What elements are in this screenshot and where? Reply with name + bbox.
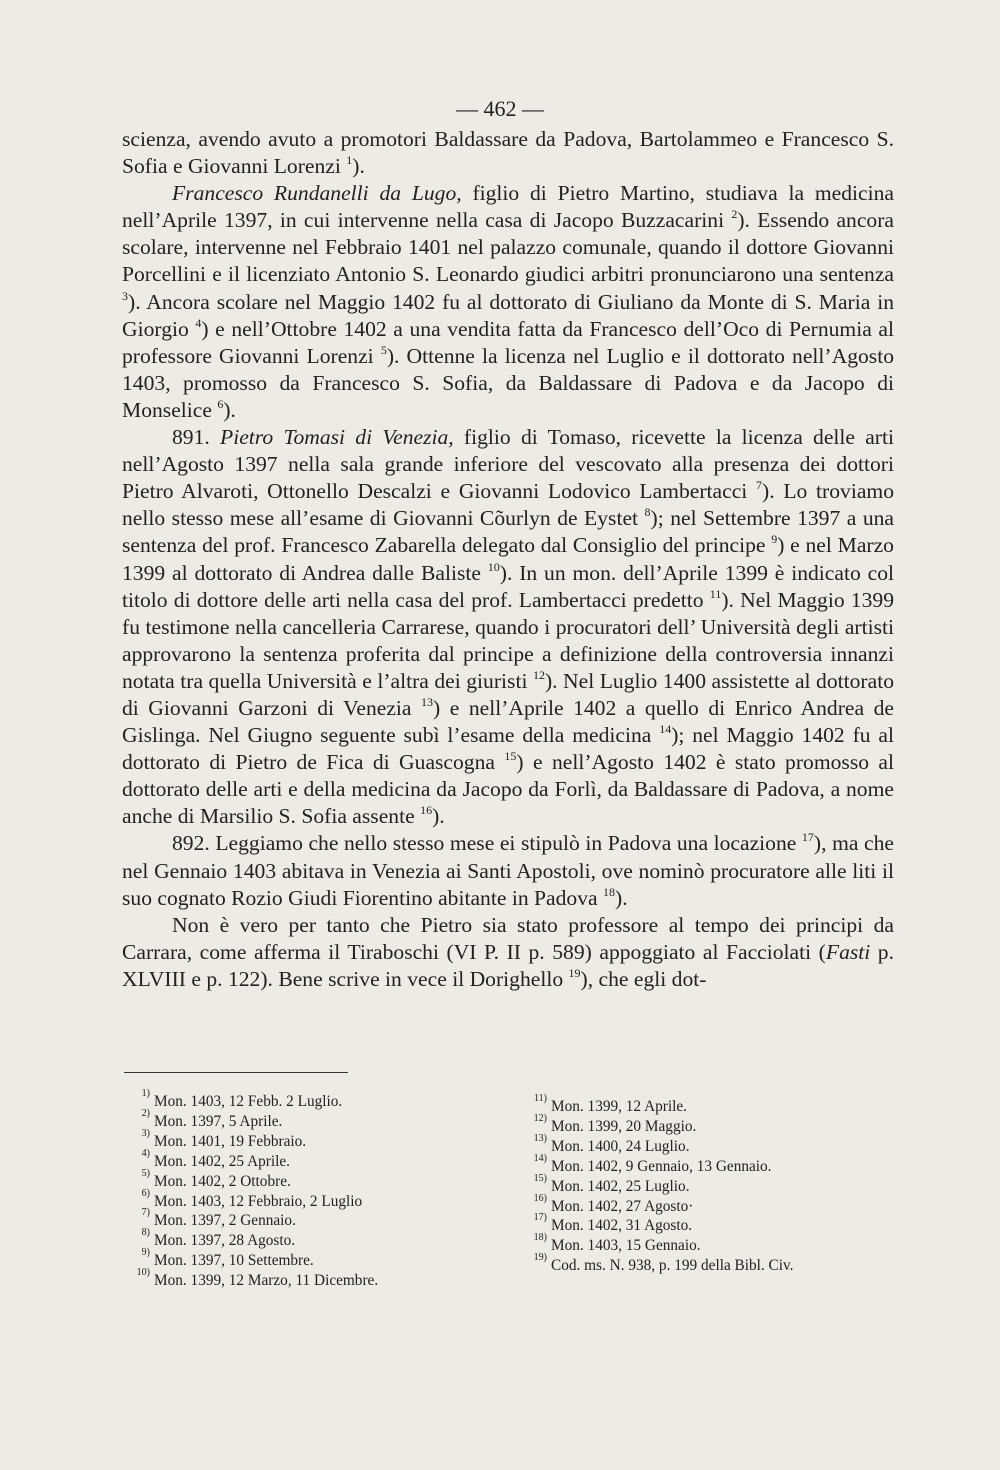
text-run: ) e nell’Aprile 1402 a quello di Enrico Andrea de Gislinga. Nel Giugno seguente subì l’esame della medicina xyxy=(122,695,894,748)
text-run: ) e nell’Agosto 1402 è stato promosso al dottorato delle arti e della medicina da Jacopo da Forlì, da Baldassare di Padova, a nome anche di Marsilio S. Sofia assente xyxy=(122,750,894,829)
italic-name: Francesco Rundanelli da Lugo, xyxy=(172,181,462,206)
footnote-reference: 5 xyxy=(380,342,387,357)
footnote-number: 5) xyxy=(141,1167,150,1179)
footnote-text: Mon. 1397, 10 Settembre. xyxy=(154,1252,314,1270)
footnote-number: 12) xyxy=(533,1112,547,1124)
footnote-reference: 16 xyxy=(420,803,433,818)
text-run: ). Nel Luglio 1400 assistette al dottorato di Giovanni Garzoni di Venezia xyxy=(122,668,894,720)
text-run: ). Ancora scolare nel Maggio 1402 fu al dottorato di Giuliano da Monte di S. Maria in Giorgio xyxy=(122,289,894,341)
footnote-reference: 8 xyxy=(644,505,651,520)
footnote-number: 8) xyxy=(141,1227,150,1239)
footnote-number: 1) xyxy=(141,1088,150,1099)
footnote-text: Mon. 1397, 2 Gennaio. xyxy=(154,1212,296,1230)
footnote-text: Mon. 1399, 12 Aprile. xyxy=(551,1098,687,1115)
footnote-reference: 10 xyxy=(487,559,500,574)
footnote xyxy=(141,1147,378,1172)
footnote xyxy=(141,1207,378,1231)
paragraph xyxy=(122,180,894,424)
footnote-text: Mon. 1399, 12 Marzo, 11 Dicembre. xyxy=(154,1272,379,1290)
footnote-text: Cod. ms. N. 938, p. 199 della Bibl. Civ. xyxy=(551,1257,794,1275)
text-run: scienza, avendo avuto a promotori Baldassare da Padova, Bartolammeo e Francesco S. Sofia e Giovanni Lorenzi xyxy=(122,127,894,179)
text-run: ). Lo troviamo nello stesso mese all’esame di Giovanni Cõurlyn de Eystet xyxy=(122,479,894,531)
text-run: ). xyxy=(352,154,365,179)
footnote-text: Mon. 1402, 25 Luglio. xyxy=(551,1177,690,1195)
footnote-number: 16) xyxy=(533,1192,547,1204)
footnote-number: 7) xyxy=(141,1207,150,1219)
footnote-text: Mon. 1397, 28 Agosto. xyxy=(154,1232,296,1250)
footnote xyxy=(533,1212,794,1236)
footnotes-left-column xyxy=(136,1088,379,1291)
footnote-text: Mon. 1402, 27 Agosto· xyxy=(551,1197,694,1215)
footnote-text: Mon. 1402, 9 Gennaio, 13 Gennaio. xyxy=(551,1157,772,1175)
paragraph xyxy=(122,912,894,993)
footnote-reference: 1 xyxy=(346,153,353,168)
footnote-number: 19) xyxy=(533,1252,547,1264)
footnote-text: Mon. 1400, 24 Luglio. xyxy=(551,1137,690,1155)
footnote xyxy=(533,1112,794,1137)
text-run: ). Ottenne la licenza nel Luglio e il dottorato nell’Agosto 1403, promosso da Francesco S. Sofia, da Baldassare di Padova e da Jacopo di Monselice xyxy=(122,343,894,422)
text-run: ), che egli dot- xyxy=(580,966,707,991)
footnote xyxy=(533,1172,794,1197)
footnote xyxy=(534,1093,794,1117)
footnote xyxy=(141,1227,378,1251)
footnote-reference: 7 xyxy=(756,478,763,493)
footnote-reference: 6 xyxy=(217,396,224,411)
footnote-reference: 2 xyxy=(731,207,738,222)
footnote-number: 4) xyxy=(141,1147,150,1159)
italic-name: Fasti xyxy=(825,939,871,964)
footnote-divider xyxy=(124,1072,348,1073)
text-run: ). xyxy=(223,397,236,422)
text-run: ) e nell’Ottobre 1402 a una vendita fatta da Francesco dell’Oco di Pernumia al professore Giovanni Lorenzi xyxy=(122,316,894,368)
footnotes-right-column xyxy=(533,1093,794,1276)
footnote-reference: 11 xyxy=(709,586,722,601)
footnote-text: Mon. 1397, 5 Aprile. xyxy=(154,1112,283,1130)
text-run: Non è vero per tanto che Pietro sia stato professore al tempo dei principi da Carrara, come afferma il Tiraboschi (VI P. II p. 589) appoggiato al Facciolati ( xyxy=(122,912,894,964)
paragraph xyxy=(122,424,894,830)
footnote-text: Mon. 1402, 25 Aprile. xyxy=(154,1152,290,1170)
footnote-text: Mon. 1402, 31 Agosto. xyxy=(551,1217,693,1235)
paragraph xyxy=(122,126,894,180)
footnote-number: 18) xyxy=(533,1232,547,1244)
footnote-number: 3) xyxy=(141,1127,150,1139)
footnote xyxy=(141,1187,378,1212)
page-number: — 462 — xyxy=(456,96,544,121)
footnote-reference: 17 xyxy=(801,830,814,845)
text-run: figlio di Tomaso, ricevette la licenza delle arti nell’Agosto 1397 nella sala grande inferiore del vescovato alla presenza dei dottori Pietro Alvaroti, Ottonello Descalzi e Giovanni Lodovico Lambertacci xyxy=(122,425,894,504)
footnote-reference: 9 xyxy=(771,532,778,547)
footnote-number: 10) xyxy=(136,1267,150,1279)
footnote xyxy=(533,1192,794,1217)
footnote-text: Mon. 1399, 20 Maggio. xyxy=(551,1117,697,1135)
text-run: ); nel Maggio 1402 fu al dottorato di Pietro de Fica di Guascogna xyxy=(122,723,895,775)
paragraph xyxy=(122,830,894,911)
text-run: 891. xyxy=(172,425,221,450)
footnote-text: Mon. 1403, 12 Febbraio, 2 Luglio xyxy=(154,1192,363,1210)
text-run: ). Nel Maggio 1399 fu testimone nella cancelleria Carrarese, quando i procuratori dell’ Università degli artisti approvarono la sentenza proferita dal principe a definizione della controversia innanzi notata tra quella Università e l’altra dei giuristi xyxy=(122,587,894,693)
footnote xyxy=(141,1107,378,1132)
footnote-reference: 15 xyxy=(504,749,517,764)
footnote-text: Mon. 1402, 2 Ottobre. xyxy=(154,1172,291,1190)
footnote-text: Mon. 1403, 12 Febb. 2 Luglio. xyxy=(154,1093,343,1110)
footnote-text: Mon. 1403, 15 Gennaio. xyxy=(551,1237,701,1255)
footnote-number: 11) xyxy=(534,1093,547,1104)
text-run: p. XLVIII e p. 122). Bene scrive in vece il Dorighello xyxy=(122,939,895,991)
footnote xyxy=(533,1152,794,1177)
italic-name: Pietro Tomasi di Venezia, xyxy=(220,425,454,450)
footnote xyxy=(533,1232,794,1256)
footnote-number: 15) xyxy=(533,1172,547,1184)
footnote-reference: 4 xyxy=(195,315,202,330)
footnote-reference: 18 xyxy=(603,884,615,899)
text-run: ). In un mon. dell’Aprile 1399 è indicato col titolo di dottore delle arti nella casa del prof. Lambertacci predetto xyxy=(122,560,894,612)
footnote xyxy=(141,1167,378,1192)
footnote-reference: 13 xyxy=(421,694,434,709)
text-run: ). xyxy=(615,885,628,910)
footnote-number: 13) xyxy=(533,1132,547,1144)
text-run: ) e nel Marzo 1399 al dottorato di Andrea dalle Baliste xyxy=(122,533,894,585)
footnote xyxy=(533,1252,794,1276)
text-run: ), ma che nel Gennaio 1403 abitava in Venezia ai Santi Apostoli, ove nominò procuratore alle liti il suo cognato Rozio Giudi Fiorentino abitante in Padova xyxy=(122,831,894,910)
footnote-reference: 12 xyxy=(532,667,545,682)
footnote xyxy=(141,1247,378,1271)
footnote-text: Mon. 1401, 19 Febbraio. xyxy=(154,1132,307,1150)
text-run: 892. Leggiamo che nello stesso mese ei stipulò in Padova una locazione xyxy=(172,831,802,856)
footnote-number: 9) xyxy=(141,1247,150,1259)
text-run: ). Essendo ancora scolare, intervenne nel Febbraio 1401 nel palazzo comunale, quando il dottore Giovanni Porcellini e il licenziato Antonio S. Leonardo giudici arbitri pronunciarono una sentenza xyxy=(122,208,894,287)
footnote-number: 2) xyxy=(141,1107,150,1119)
text-run: ); nel Settembre 1397 a una sentenza del prof. Francesco Zabarella delegato dal Consiglio del principe xyxy=(122,506,894,558)
footnote xyxy=(141,1127,378,1152)
footnote-number: 6) xyxy=(141,1187,150,1199)
footnote xyxy=(533,1132,794,1157)
footnote-reference: 14 xyxy=(659,722,672,737)
text-run: figlio di Pietro Martino, studiava la medicina nell’Aprile 1397, in cui intervenne nella casa di Jacopo Buzzacarini xyxy=(122,181,894,233)
text-run: ). xyxy=(432,804,445,829)
footnote-number: 14) xyxy=(533,1152,547,1164)
footnote-reference: 3 xyxy=(122,288,128,303)
footnote-reference: 19 xyxy=(568,965,581,980)
footnote xyxy=(141,1088,378,1112)
footnote xyxy=(136,1267,379,1291)
body-text xyxy=(122,126,894,993)
footnote-number: 17) xyxy=(533,1212,547,1224)
